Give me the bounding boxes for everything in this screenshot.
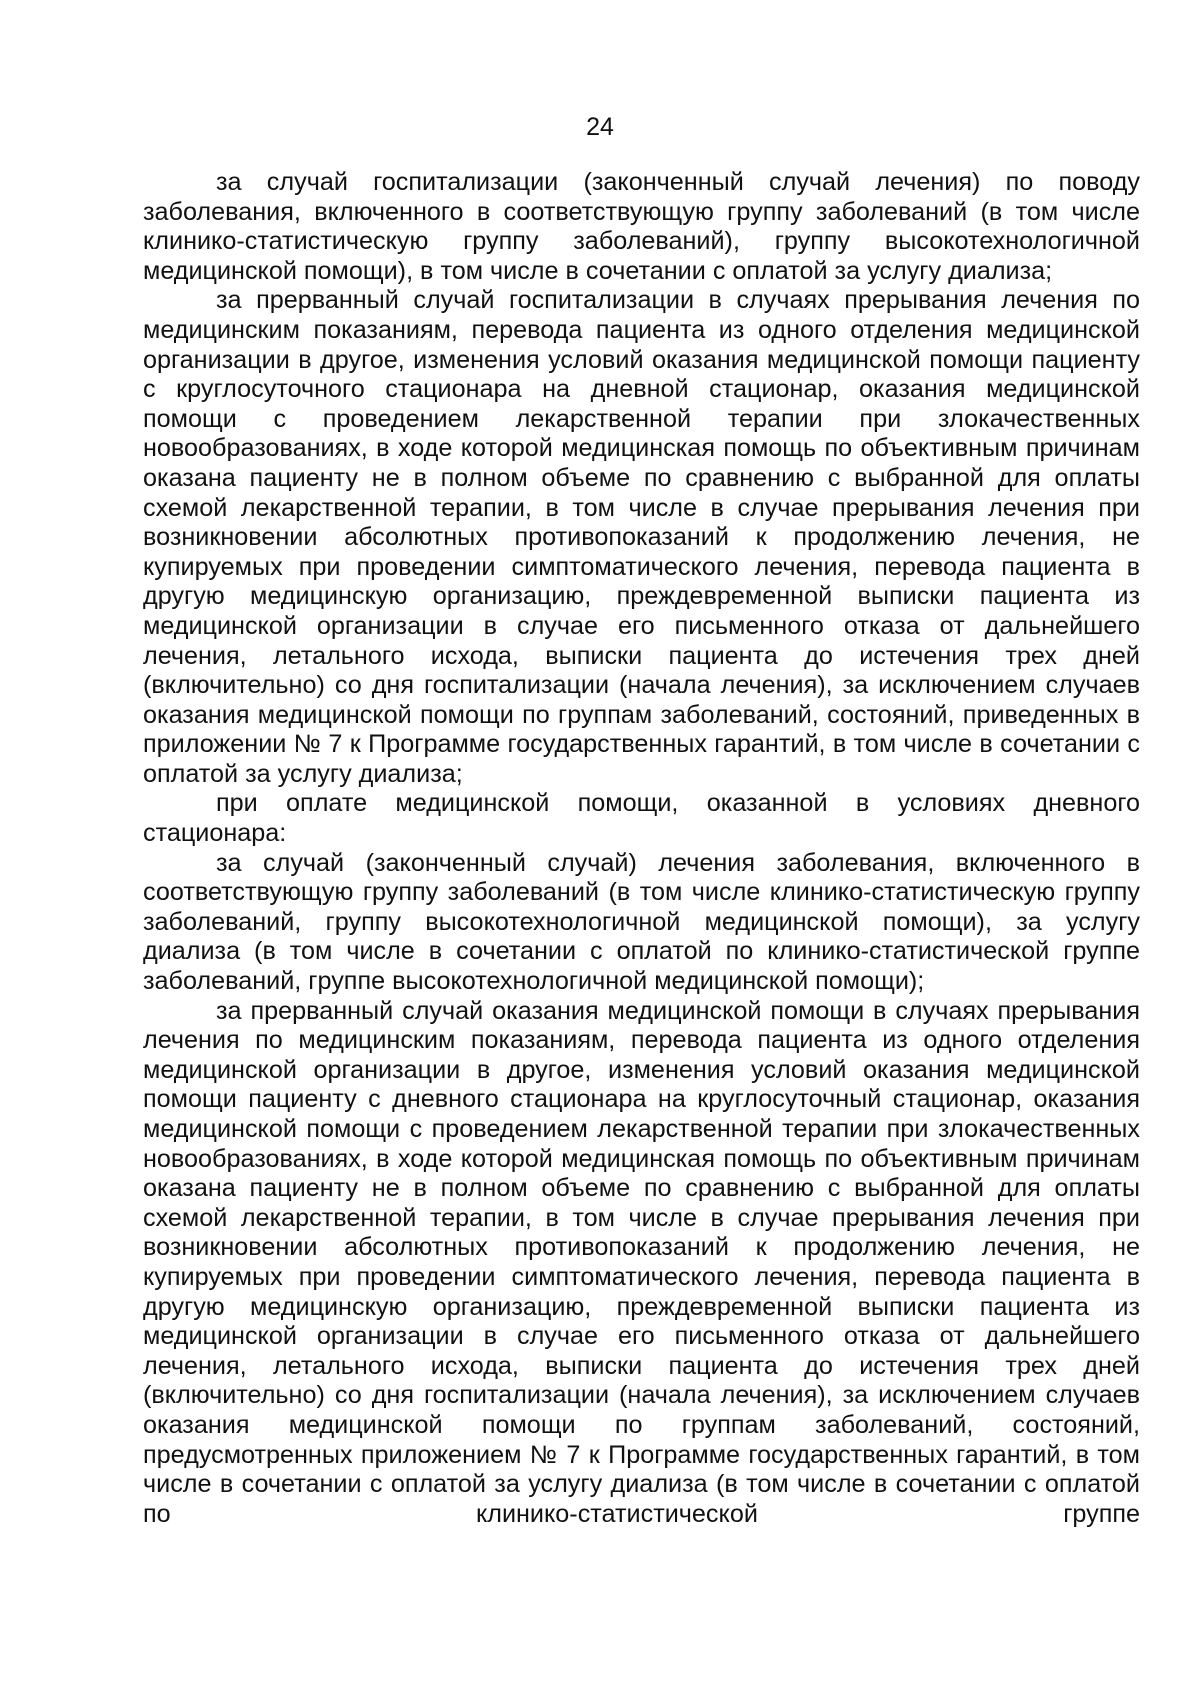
paragraph-hospitalization-case: за случай госпитализации (законченный случай лечения) по поводу заболевания, включенного в соответствующую группу заболеваний (в том числе клинико-статистическую группу заболеваний), группу высокотехнологичной медицинской помощи), в том числе в сочетании с оплатой за услугу диализа; — [143, 168, 1140, 285]
paragraph-interrupted-day-hospital-care: за прерванный случай оказания медицинской помощи в случаях прерывания лечения по медицинским показаниям, перевода пациента из одного отделения медицинской организации в другое, изменения условий оказания медицинской помощи пациенту с дневного стационара на круглосуточный стационар, оказания медицинской помощи с проведением лекарственной терапии при злокачественных новообразованиях, в ходе которой медицинская помощь по объективным причинам оказана пациенту не в полном объеме по сравнению с выбранной для оплаты схемой лекарственной терапии, в том числе в случае прерывания лечения при возникновении абсолютных противопоказаний к продолжению лечения, не купируемых при проведении симптоматического лечения, перевода пациента в другую медицинскую организацию, преждевременной выписки пациента из медицинской организации в случае его письменного отказа от дальнейшего лечения, летального исхода, выписки пациента до истечения трех дней (включительно) со дня госпитализации (начала лечения), за исключением случаев оказания медицинской помощи по группам заболеваний, состояний, предусмотренных приложением № 7 к Программе государственных гарантий, в том числе в сочетании с оплатой за услугу диализа (в том числе в сочетании с оплатой по клинико-статистической группе — [143, 996, 1140, 1528]
paragraph-day-hospital-treatment-case: за случай (законченный случай) лечения заболевания, включенного в соответствующую группу заболеваний (в том числе клинико-статистическую группу заболеваний, группу высокотехнологичной медицинской помощи), за услугу диализа (в том числе в сочетании с оплатой по клинико-статистической группе заболеваний, группе высокотехнологичной медицинской помощи); — [143, 848, 1140, 996]
paragraph-day-hospital-payment: при оплате медицинской помощи, оказанной в условиях дневного стационара: — [143, 789, 1140, 848]
body-text — [143, 168, 1140, 1529]
paragraph-interrupted-hospitalization: за прерванный случай госпитализации в случаях прерывания лечения по медицинским показаниям, перевода пациента из одного отделения медицинской организации в другое, изменения условий оказания медицинской помощи пациенту с круглосуточного стационара на дневной стационар, оказания медицинской помощи с проведением лекарственной терапии при злокачественных новообразованиях, в ходе которой медицинская помощь по объективным причинам оказана пациенту не в полном объеме по сравнению с выбранной для оплаты схемой лекарственной терапии, в том числе в случае прерывания лечения при возникновении абсолютных противопоказаний к продолжению лечения, не купируемых при проведении симптоматического лечения, перевода пациента в другую медицинскую организацию, преждевременной выписки пациента из медицинской организации в случае его письменного отказа от дальнейшего лечения, летального исхода, выписки пациента до истечения трех дней (включительно) со дня госпитализации (начала лечения), за исключением случаев оказания медицинской помощи по группам заболеваний, состояний, приведенных в приложении № 7 к Программе государственных гарантий, в том числе в сочетании с оплатой за услугу диализа; — [143, 286, 1140, 788]
page-number: 24 — [586, 113, 614, 141]
